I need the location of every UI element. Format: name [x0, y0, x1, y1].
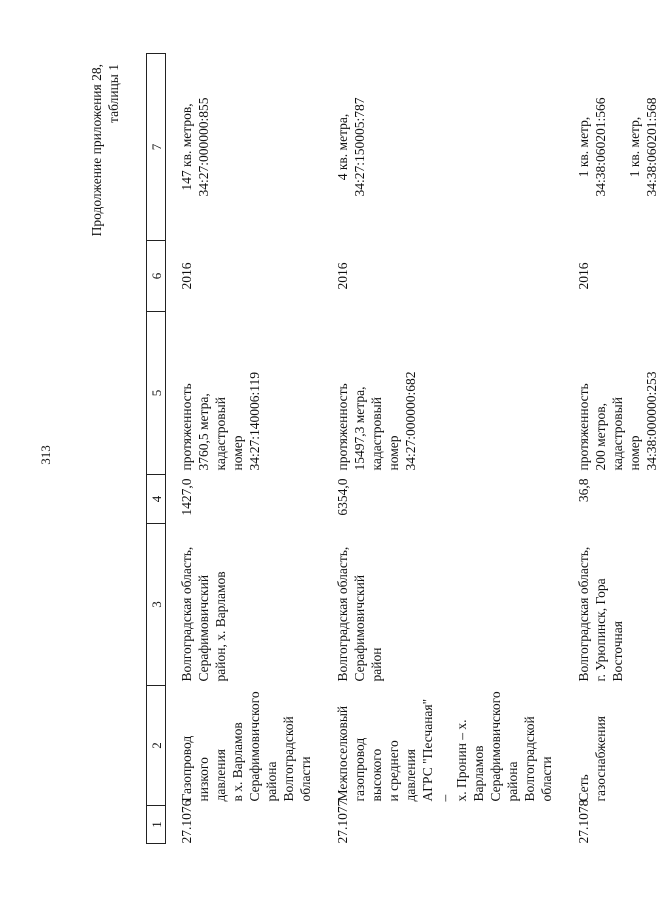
cell-land-line: 1 кв. метр, [627, 116, 642, 178]
cell-year: 2016 [179, 262, 194, 290]
cell-object-name-line: области [298, 756, 313, 802]
cell-land-line: 1 кв. метр, [576, 116, 591, 178]
cell-object-name-line: Газопровод низкого [179, 735, 211, 802]
cell-land [563, 54, 668, 241]
cell-characteristics [166, 312, 323, 475]
cell-location-line: район, х. Варламов [213, 571, 228, 682]
column-header-6: 6 [147, 241, 166, 312]
cell-characteristics-line: протяженность [335, 383, 350, 471]
caption-text [88, 64, 122, 364]
table-row [563, 54, 668, 844]
cell-object-name-line: в х. Варламов [230, 722, 245, 802]
table-caption [86, 54, 146, 844]
cell-value: 1427,0 [179, 478, 194, 516]
cell-object-name-line: давления [213, 749, 228, 802]
column-header-5: 5 [147, 312, 166, 475]
cell-location-line: район [369, 647, 384, 682]
cell-characteristics-line: 15497,3 метра, [352, 386, 367, 471]
cell-year: 2016 [576, 262, 591, 290]
cell-location [322, 524, 563, 686]
cell-location-line: Серафимовичский [352, 574, 367, 682]
cell-land-line: 34:38:060201:566 [593, 97, 608, 197]
cell-object-name-line: Серафимовичского [488, 691, 503, 802]
cell-location [563, 524, 668, 686]
column-header-3: 3 [147, 524, 166, 686]
cell-location-line: Волгоградская область, [576, 546, 591, 682]
cell-object-name-line: х. Пронин – х. Варламов [454, 719, 486, 802]
cell-value: 6354,0 [335, 478, 350, 516]
cell-land-line [609, 58, 626, 237]
cell-object-name [563, 686, 668, 806]
cell-land [166, 54, 323, 241]
cell-location-line: Серафимовичский [196, 574, 211, 682]
cell-characteristics-line: 34:27:140006:119 [247, 371, 262, 471]
cell-characteristics-line: 200 метров, [593, 403, 608, 471]
cell-number: 27.1078 [576, 799, 591, 844]
cell-object-name-line: газопровод высокого [352, 737, 384, 802]
cell-object-name-line: района Волгоградской [264, 716, 296, 802]
column-header-2: 2 [147, 686, 166, 806]
cell-land-line: 34:27:150005:787 [352, 97, 367, 197]
cell-object-name-line: области [539, 756, 554, 802]
data-table [146, 53, 668, 844]
caption-line-2: таблицы 1 [106, 64, 121, 123]
cell-characteristics-line: протяженность [576, 383, 591, 471]
cell-characteristics-line: 34:38:000000:253 [644, 371, 659, 471]
cell-year: 2016 [335, 262, 350, 290]
cell-value: 36,8 [576, 478, 591, 503]
cell-location-line: Восточная [610, 621, 625, 682]
cell-characteristics-line: кадастровый [369, 397, 384, 471]
cell-location-line: Волгоградская область, [179, 546, 194, 682]
header-row [147, 54, 166, 844]
cell-number: 27.1077 [335, 799, 350, 844]
cell-location-line: г. Урюпинск, Гора [593, 578, 608, 682]
cell-land-line: 34:38:060201:568 [644, 97, 659, 197]
cell-object-name [322, 686, 563, 806]
caption-line-1: Продолжение приложения 28, [89, 64, 104, 237]
column-header-1: 1 [147, 806, 166, 844]
cell-object-name-line: района Волгоградской [505, 716, 537, 802]
cell-characteristics-line: кадастровый [610, 397, 625, 471]
cell-object-name-line: Серафимовичского [247, 691, 262, 802]
cell-land [322, 54, 563, 241]
cell-object-name [166, 686, 323, 806]
cell-location [166, 524, 323, 686]
cell-object-name-line: АГРС "Песчаная" – [420, 698, 452, 802]
cell-object-name-line: и среднего давления [386, 740, 418, 802]
cell-land-line: 4 кв. метра, [335, 113, 350, 181]
cell-characteristics [563, 312, 668, 475]
cell-characteristics-line: номер [386, 435, 401, 471]
cell-number: 27.1076 [179, 799, 194, 844]
table-row [322, 54, 563, 844]
cell-land-line: 34:27:000000:855 [196, 97, 211, 197]
rotated-page-content [86, 54, 659, 844]
cell-characteristics-line: 3760,5 метра, [196, 393, 211, 471]
column-header-7: 7 [147, 54, 166, 241]
cell-land-line: 147 кв. метров, [179, 103, 194, 191]
cell-characteristics-line: 34:27:000000:682 [403, 371, 418, 471]
cell-characteristics [322, 312, 563, 475]
cell-characteristics-line: номер [230, 435, 245, 471]
cell-characteristics-line: кадастровый [213, 397, 228, 471]
cell-characteristics-line: номер [627, 435, 642, 471]
table-row [166, 54, 323, 844]
column-header-4: 4 [147, 475, 166, 524]
cell-object-name-line: Межпоселковый [335, 705, 350, 802]
cell-location-line: Волгоградская область, [335, 546, 350, 682]
cell-object-name-line: Сеть газоснабжения [576, 716, 608, 802]
cell-characteristics-line: протяженность [179, 383, 194, 471]
page-number: 313 [38, 445, 53, 465]
table-body [166, 54, 668, 844]
